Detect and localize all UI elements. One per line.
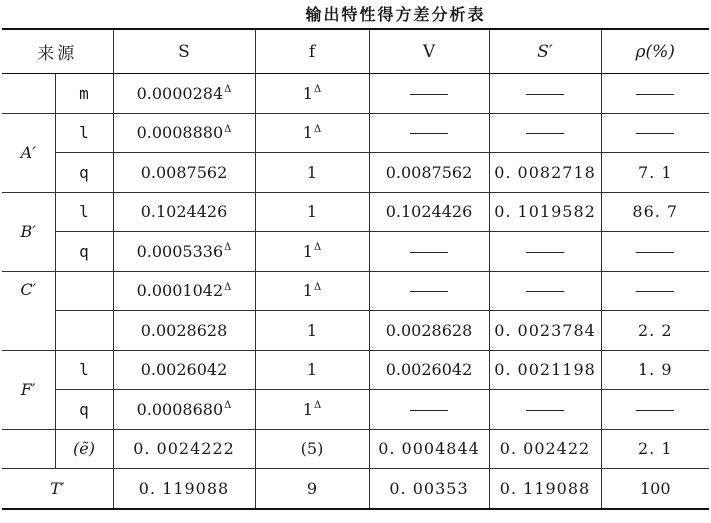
s-prime-cell: 0. 0021198 (489, 350, 601, 390)
rho-cell (601, 74, 709, 114)
v-cell (369, 74, 489, 114)
rho-cell: 86. 7 (601, 192, 709, 232)
dash-mark (636, 133, 674, 134)
level-cell: l (55, 350, 113, 390)
factor-cell (2, 74, 55, 114)
s-value: 0.0005336 (136, 241, 224, 261)
level-cell: q (55, 232, 113, 272)
rho-cell (601, 271, 709, 311)
v-cell (369, 271, 489, 311)
rho-cell (601, 390, 709, 430)
dash-mark (410, 252, 448, 253)
dash-mark (410, 291, 448, 292)
v-cell (369, 232, 489, 272)
pooled-marker: Δ (224, 400, 232, 412)
f-cell: 9 (255, 469, 369, 510)
s-value: 0.0000284 (136, 83, 224, 103)
s-prime-cell: 0. 0082718 (489, 153, 601, 193)
rho-cell: 1. 9 (601, 350, 709, 390)
f-value: 1 (302, 123, 313, 143)
v-cell: 0. 00353 (369, 469, 489, 510)
factor-total: T′ (2, 469, 113, 510)
variance-analysis-table (2, 28, 709, 510)
s-prime-cell (489, 74, 601, 114)
s-prime-cell: 0. 002422 (489, 429, 601, 469)
f-cell (255, 232, 369, 272)
s-prime-cell: 0. 119088 (489, 469, 601, 510)
s-cell (113, 74, 255, 114)
dash-mark (410, 94, 448, 95)
factor-cell (2, 429, 55, 469)
s-cell (113, 271, 255, 311)
f-cell: 1 (255, 192, 369, 232)
s-prime-cell (489, 390, 601, 430)
f-value: 1 (302, 399, 313, 419)
error-label: (ẽ) (55, 429, 113, 469)
s-prime-cell: 0. 1019582 (489, 192, 601, 232)
s-cell (113, 232, 255, 272)
s-cell: 0. 119088 (113, 469, 255, 510)
f-cell (255, 390, 369, 430)
dash-mark (410, 133, 448, 134)
table-row (2, 192, 709, 232)
header-f: f (255, 29, 369, 74)
rho-cell: 7. 1 (601, 153, 709, 193)
f-cell (255, 74, 369, 114)
s-prime-cell (489, 113, 601, 153)
table-row (2, 390, 709, 430)
s-cell: 0.0028628 (113, 311, 255, 351)
pooled-marker: Δ (224, 84, 232, 96)
pooled-marker: Δ (224, 281, 232, 293)
level-cell: l (55, 192, 113, 232)
dash-mark (526, 94, 564, 95)
f-value: 1 (302, 241, 313, 261)
rho-cell: 2. 1 (601, 429, 709, 469)
pooled-marker: Δ (313, 123, 322, 135)
dash-mark (636, 94, 674, 95)
rho-cell: 100 (601, 469, 709, 510)
dash-mark (636, 252, 674, 253)
dash-mark (526, 291, 564, 292)
s-prime-cell (489, 271, 601, 311)
factor-b: B′ (2, 192, 55, 271)
level-cell (55, 271, 113, 311)
f-cell: 1 (255, 350, 369, 390)
s-cell: 0.1024426 (113, 192, 255, 232)
f-cell: (5) (255, 429, 369, 469)
pooled-marker: Δ (313, 84, 322, 96)
rho-cell (601, 232, 709, 272)
dash-mark (526, 133, 564, 134)
pooled-marker: Δ (313, 400, 322, 412)
dash-mark (636, 410, 674, 411)
table-row (2, 311, 709, 351)
header-row (2, 29, 709, 74)
s-value: 0.0008680 (136, 399, 224, 419)
f-value: 1 (302, 83, 313, 103)
s-value: 0.0008880 (136, 123, 224, 143)
dash-mark (526, 410, 564, 411)
header-source: 来源 (2, 29, 113, 74)
v-cell: 0.0026042 (369, 350, 489, 390)
level-cell: q (55, 390, 113, 430)
level-cell: l (55, 113, 113, 153)
v-cell (369, 113, 489, 153)
header-s-prime: S′ (489, 29, 601, 74)
pooled-marker: Δ (224, 242, 232, 254)
factor-f: F′ (2, 350, 55, 429)
factor-a: A′ (2, 113, 55, 192)
dash-mark (526, 252, 564, 253)
s-value: 0.0001042 (136, 281, 224, 301)
s-cell: 0.0026042 (113, 350, 255, 390)
rho-cell: 2. 2 (601, 311, 709, 351)
header-v: V (369, 29, 489, 74)
s-prime-cell: 0. 0023784 (489, 311, 601, 351)
level-cell: m (55, 74, 113, 114)
pooled-marker: Δ (313, 242, 322, 254)
table-row (2, 271, 709, 311)
f-cell (255, 271, 369, 311)
pooled-marker: Δ (224, 123, 232, 135)
f-value: 1 (302, 281, 313, 301)
table-title: 输出特性得方差分析表 (305, 5, 486, 24)
dash-mark (636, 291, 674, 292)
f-cell: 1 (255, 311, 369, 351)
rho-cell (601, 113, 709, 153)
v-cell: 0.0028628 (369, 311, 489, 351)
table-row (2, 350, 709, 390)
table-row-error (2, 429, 709, 469)
v-cell: 0.0087562 (369, 153, 489, 193)
f-cell (255, 113, 369, 153)
table-row-total (2, 469, 709, 510)
v-cell: 0. 0004844 (369, 429, 489, 469)
s-cell (113, 390, 255, 430)
s-cell (113, 113, 255, 153)
table-row (2, 74, 709, 114)
table-row (2, 153, 709, 193)
v-cell: 0.1024426 (369, 192, 489, 232)
s-cell: 0.0087562 (113, 153, 255, 193)
s-prime-cell (489, 232, 601, 272)
level-cell (55, 311, 113, 351)
f-cell: 1 (255, 153, 369, 193)
table-row (2, 232, 709, 272)
header-rho: ρ(%) (601, 29, 709, 74)
level-cell: q (55, 153, 113, 193)
header-s: S (113, 29, 255, 74)
s-cell: 0. 0024222 (113, 429, 255, 469)
factor-c: C′ (2, 271, 55, 350)
table-row (2, 113, 709, 153)
dash-mark (410, 410, 448, 411)
pooled-marker: Δ (313, 281, 322, 293)
v-cell (369, 390, 489, 430)
